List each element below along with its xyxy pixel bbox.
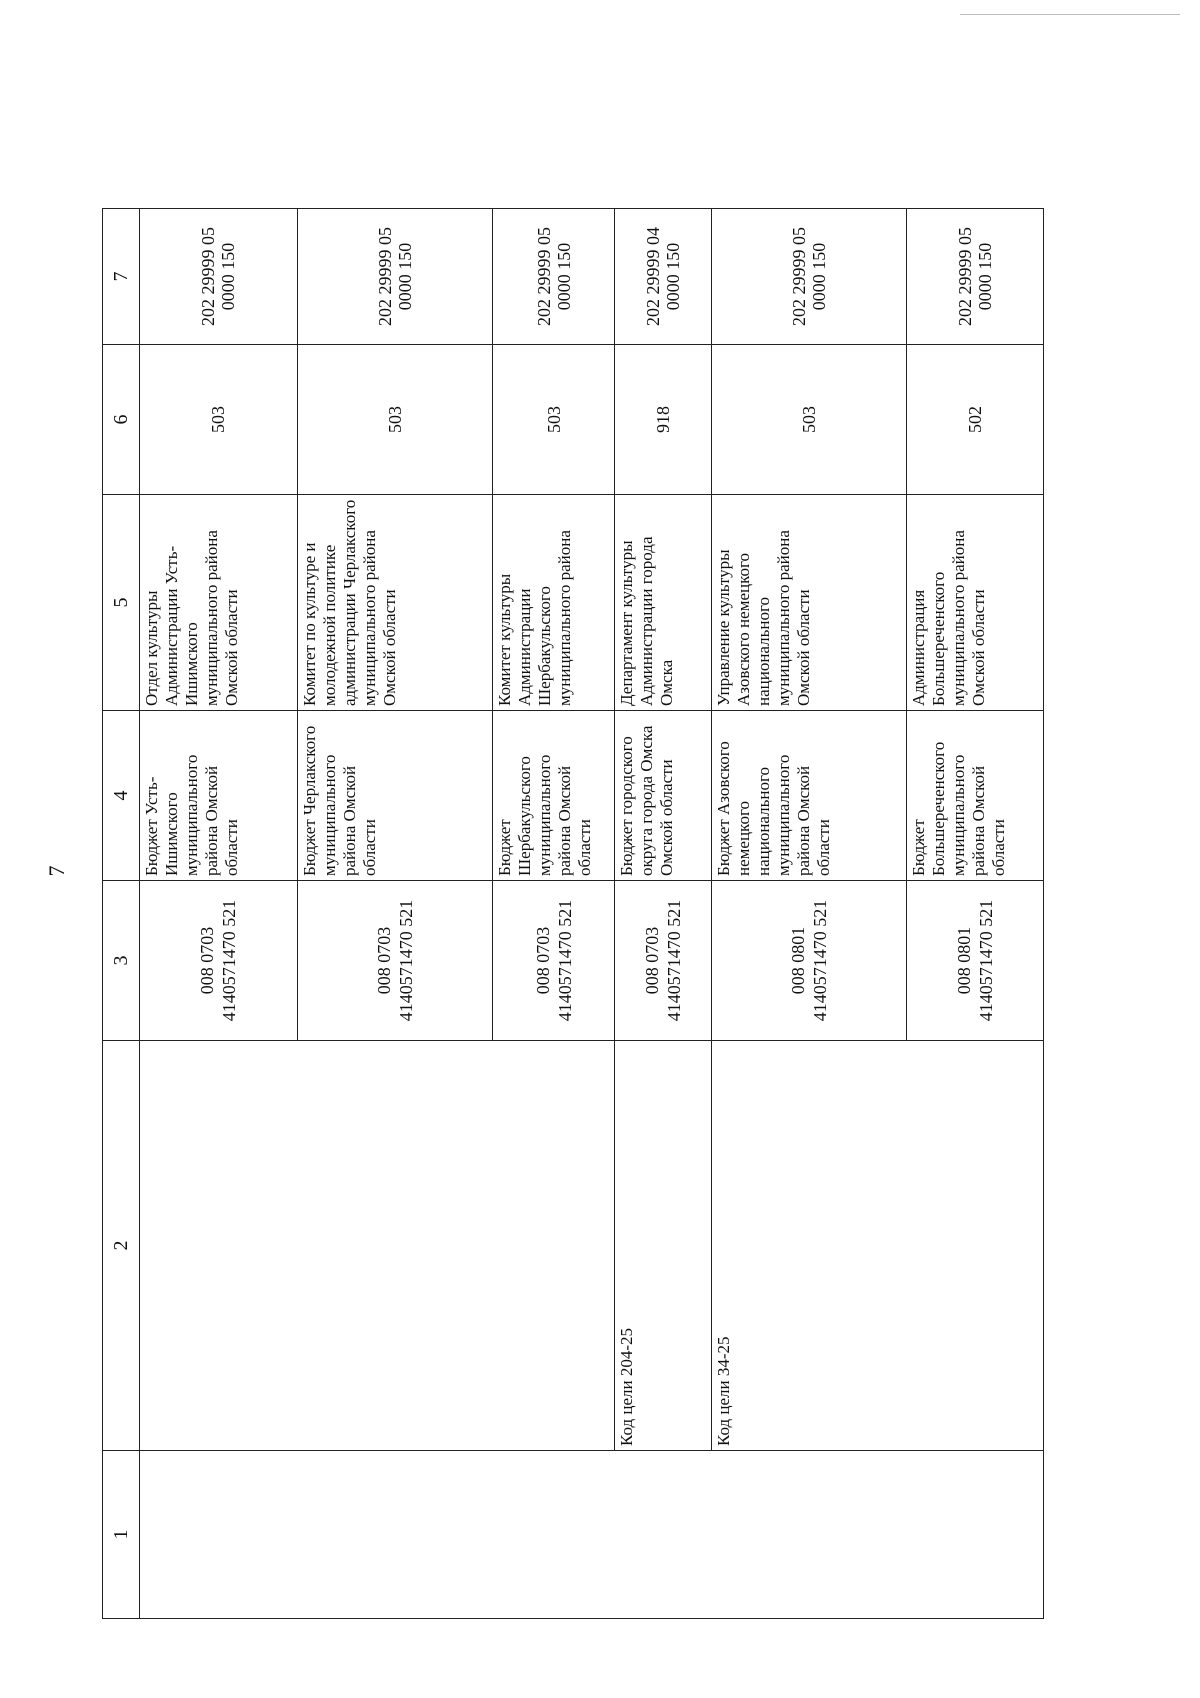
scan-artifact (960, 14, 1180, 15)
revenue-code-cell: 202 29999 05 0000 150 (907, 209, 1044, 345)
header-cell-1: 1 (103, 1451, 140, 1619)
header-cell-6: 6 (103, 345, 140, 495)
budget-name-cell: Бюджет Усть-Ишимского муниципального района Омской области (140, 711, 298, 881)
administrator-code-cell: 503 (140, 345, 298, 495)
budget-classification-cell (615, 881, 712, 1041)
revenue-code-cell: 202 29999 05 0000 150 (297, 209, 493, 345)
target-article-code: 4140571470 521 (395, 899, 416, 1022)
page-number: 7 (44, 865, 69, 877)
table-row (711, 209, 907, 1619)
section-code: 008 0801 (954, 926, 975, 995)
administrator-code-cell: 503 (297, 345, 493, 495)
budget-name-cell: Бюджет Азовского немецкого национального муниципального района Омской области (711, 711, 907, 881)
table-row (140, 209, 298, 1619)
budget-allocation-table (102, 208, 1044, 1619)
target-article-code: 4140571470 521 (554, 899, 575, 1022)
section-code: 008 0703 (373, 926, 394, 995)
section-code: 008 0801 (788, 926, 809, 995)
budget-name-cell: Бюджет городского округа города Омска Омской области (615, 711, 712, 881)
revenue-code-cell: 202 29999 04 0000 150 (615, 209, 712, 345)
administrator-cell: Администрация Большереченского муниципального района Омской области (907, 495, 1044, 711)
table-row (615, 209, 712, 1619)
budget-name-cell: Бюджет Шербакульского муниципального района Омской области (493, 711, 615, 881)
section-code: 008 0703 (197, 926, 218, 995)
budget-classification-cell (493, 881, 615, 1041)
column-1-cell (140, 1451, 1044, 1619)
budget-name-cell: Бюджет Большереченского муниципального района Омской области (907, 711, 1044, 881)
administrator-cell: Комитет по культуре и молодежной политике администрации Черлакского муниципального района Омской области (297, 495, 493, 711)
purpose-code-cell: Код цели 204-25 (615, 1041, 712, 1451)
target-article-code: 4140571470 521 (976, 899, 997, 1022)
target-article-code: 4140571470 521 (219, 899, 240, 1022)
administrator-code-cell: 502 (907, 345, 1044, 495)
budget-classification-cell (297, 881, 493, 1041)
header-cell-5: 5 (103, 495, 140, 711)
budget-classification-cell (140, 881, 298, 1041)
target-article-code: 4140571470 521 (663, 899, 684, 1022)
header-cell-4: 4 (103, 711, 140, 881)
purpose-code-cell: Код цели 34-25 (711, 1041, 1043, 1451)
revenue-code-cell: 202 29999 05 0000 150 (140, 209, 298, 345)
header-cell-3: 3 (103, 881, 140, 1041)
rotated-table-container (102, 209, 1044, 1619)
section-code: 008 0703 (532, 926, 553, 995)
header-cell-7: 7 (103, 209, 140, 345)
header-row (103, 209, 140, 1619)
administrator-cell: Департамент культуры Администрации города Омска (615, 495, 712, 711)
budget-classification-cell (907, 881, 1044, 1041)
revenue-code-cell: 202 29999 05 0000 150 (493, 209, 615, 345)
budget-classification-cell (711, 881, 907, 1041)
section-code: 008 0703 (641, 926, 662, 995)
administrator-cell: Отдел культуры Администрации Усть-Ишимского муниципального района Омской области (140, 495, 298, 711)
budget-name-cell: Бюджет Черлакского муниципального района Омской области (297, 711, 493, 881)
purpose-code-cell (140, 1041, 615, 1451)
administrator-code-cell: 918 (615, 345, 712, 495)
target-article-code: 4140571470 521 (810, 899, 831, 1022)
administrator-code-cell: 503 (493, 345, 615, 495)
administrator-cell: Комитет культуры Администрации Шербакульского муниципального района (493, 495, 615, 711)
administrator-code-cell: 503 (711, 345, 907, 495)
administrator-cell: Управление культуры Азовского немецкого национального муниципального района Омской области (711, 495, 907, 711)
header-cell-2: 2 (103, 1041, 140, 1451)
revenue-code-cell: 202 29999 05 0000 150 (711, 209, 907, 345)
